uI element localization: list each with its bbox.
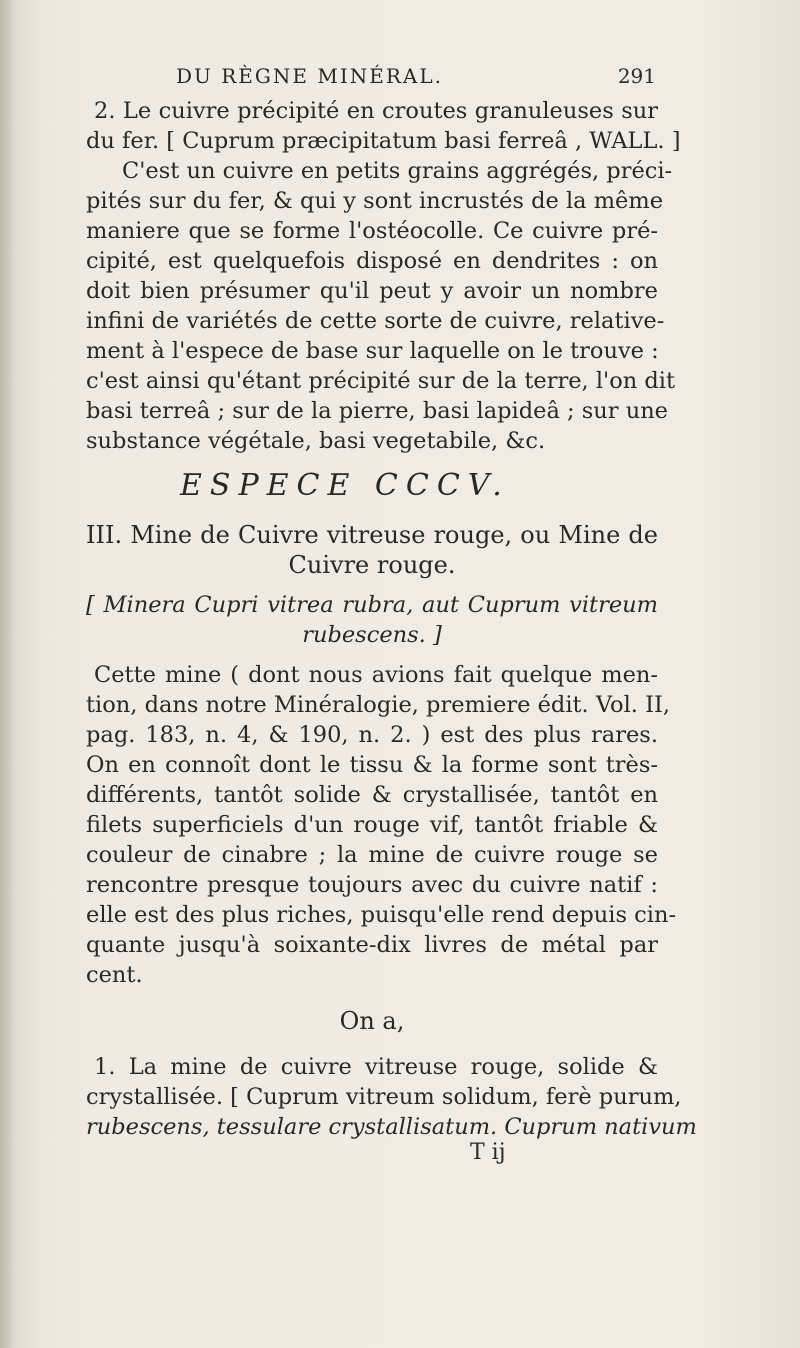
text-line: basi terreâ ; sur de la pierre, basi lapideâ ; sur une (86, 398, 669, 424)
body-line: tion, dans notre Minéralogie, premiere édit. Vol. II, (86, 692, 671, 718)
species-heading: ESPECE CCCV. (180, 468, 510, 503)
text-line: C'est un cuivre en petits grains aggrégés, préci- (122, 158, 673, 184)
running-header (176, 64, 656, 88)
mine-title-line: Cuivre rouge. (288, 551, 456, 579)
text-line: substance végétale, basi vegetabile, &c. (86, 428, 546, 454)
text-line: c'est ainsi qu'étant précipité sur de la terre, l'on dit (86, 368, 676, 394)
body-line: cent. (86, 962, 143, 988)
subheading-on-a: On a, (339, 1007, 405, 1035)
body-line: filets superficiels d'un rouge vif, tantôt friable & (86, 812, 658, 838)
item-line: 1. La mine de cuivre vitreuse rouge, solide & (94, 1054, 658, 1080)
text-line: maniere que se forme l'ostéocolle. Ce cuivre pré- (86, 218, 658, 244)
body-line: différents, tantôt solide & crystallisée, tantôt en (86, 782, 658, 808)
latin-name-line: [ Minera Cupri vitrea rubra, aut Cuprum vitreum (86, 592, 658, 618)
header-title: DU RÈGNE MINÉRAL. (176, 64, 443, 88)
signature-mark: T ij (470, 1140, 506, 1165)
latin-name-line: rubescens. ] (302, 622, 442, 648)
body-line: couleur de cinabre ; la mine de cuivre rouge se (86, 842, 658, 868)
body-line: On en connoît dont le tissu & la forme sont très- (86, 752, 658, 778)
binding-shadow (0, 0, 14, 1348)
body-line: pag. 183, n. 4, & 190, n. 2. ) est des plus rares. (86, 722, 658, 748)
body-line: elle est des plus riches, puisqu'elle rend depuis cin- (86, 902, 677, 928)
item-line: crystallisée. [ Cuprum vitreum solidum, ferè purum, (86, 1084, 682, 1110)
mine-title-line: III. Mine de Cuivre vitreuse rouge, ou Mine de (86, 521, 658, 549)
body-line: quante jusqu'à soixante-dix livres de métal par (86, 932, 658, 958)
text-line: doit bien présumer qu'il peut y avoir un nombre (86, 278, 658, 304)
body-line: rencontre presque toujours avec du cuivre natif : (86, 872, 658, 898)
text-line: cipité, est quelquefois disposé en dendrites : on (86, 248, 658, 274)
text-line: du fer. [ Cuprum præcipitatum basi ferreâ , WALL. ] (86, 128, 681, 154)
body-line: Cette mine ( dont nous avions fait quelque men- (94, 662, 658, 688)
item-line: rubescens, tessulare crystallisatum. Cuprum nativum (86, 1114, 697, 1140)
page-number: 291 (617, 64, 656, 88)
text-line: infini de variétés de cette sorte de cuivre, relative- (86, 308, 665, 334)
text-line: pités sur du fer, & qui y sont incrustés de la même (86, 188, 664, 214)
text-line: 2. Le cuivre précipité en croutes granuleuses sur (94, 98, 658, 124)
text-line: ment à l'espece de base sur laquelle on le trouve : (86, 338, 659, 364)
